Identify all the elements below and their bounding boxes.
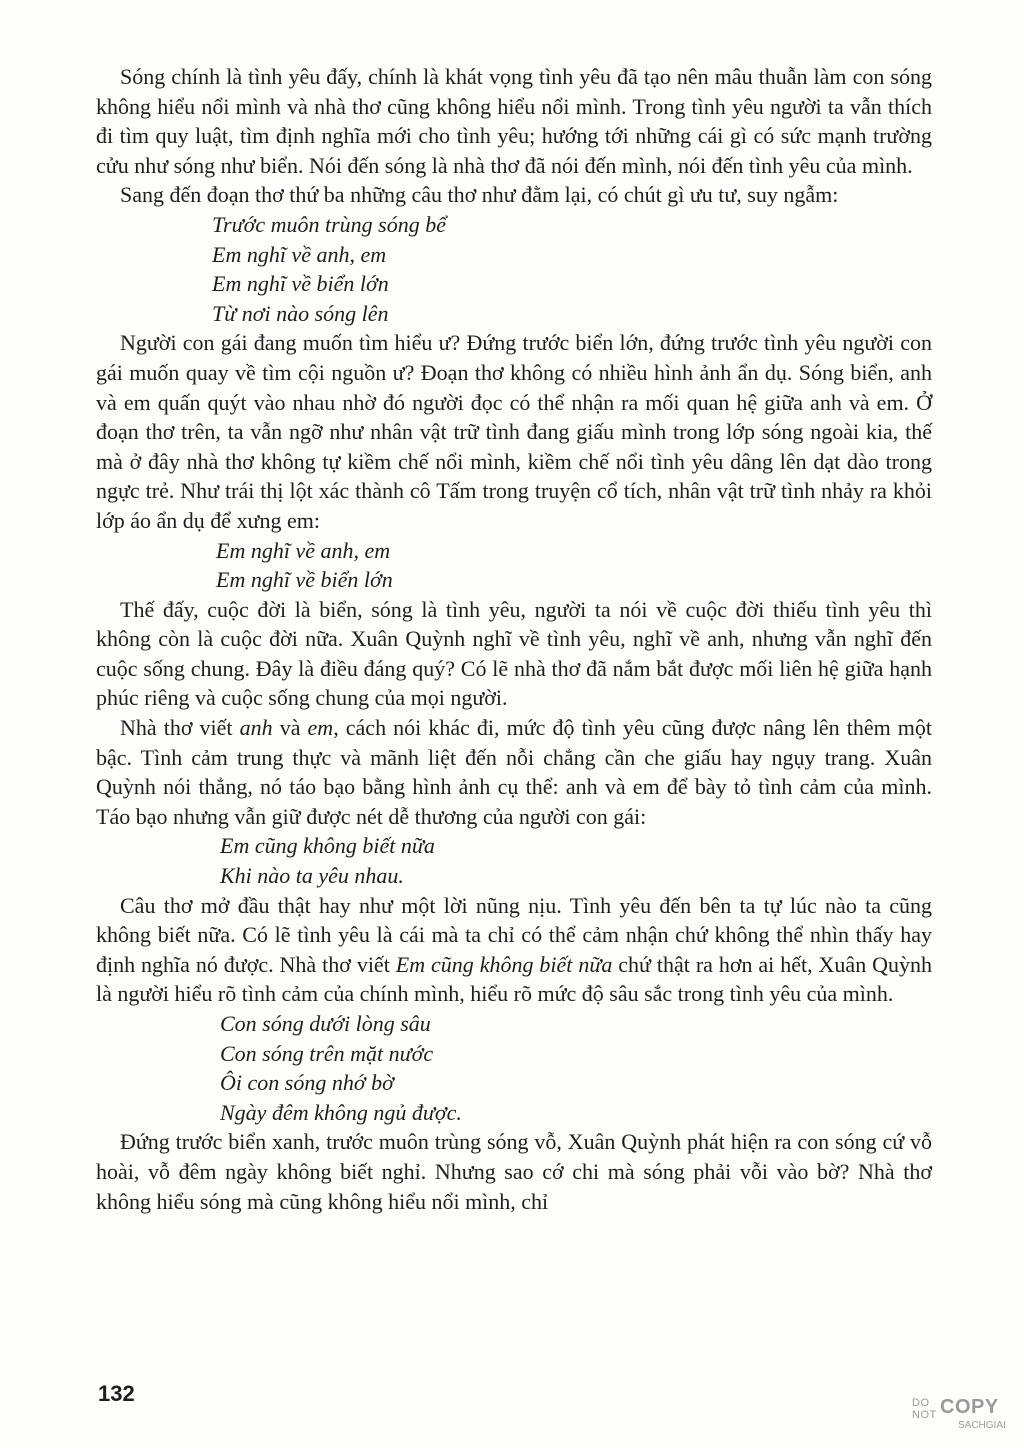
poem-stanza-1 (96, 210, 932, 328)
poem-line: Con sóng trên mặt nước (220, 1040, 434, 1066)
poem-line: Từ nơi nào sóng lên (212, 300, 389, 326)
watermark-do: DO (912, 1397, 930, 1409)
paragraph-5-text: và (272, 715, 308, 741)
poem-line: Em nghĩ về biển lớn (212, 271, 389, 297)
poem-line: Khi nào ta yêu nhau. (220, 863, 404, 889)
paragraph-3: Người con gái đang muốn tìm hiểu ư? Đứng trước biển lớn, đứng trước tình yêu người con gái muốn quay về tìm cội nguồn ư? Đoạn thơ không có nhiều hình ảnh ẩn dụ. Sóng biển, anh và em quấn quýt vào nhau nhờ đó người đọc có thể nhận ra mối quan hệ giữa anh và em. Ở đoạn thơ trên, ta vẫn ngỡ như nhân vật trữ tình đang giấu mình trong lớp sóng ngoài kia, thế mà ở đây nhà thơ không tự kiềm chế nổi mình, kiềm chế nổi tình yêu dâng lên dạt dào trong ngực trẻ. Như trái thị lột xác thành cô Tấm trong truyện cổ tích, nhân vật trữ tình nhảy ra khỏi lớp áo ẩn dụ để xưng em: (96, 330, 932, 533)
watermark-logo (910, 1394, 1014, 1440)
paragraph-6-text: Câu thơ mở đầu thật hay như một lời nũng nịu. Tình yêu đến bên ta tự lúc nào ta cũng không biết nữa. Có lẽ tình yêu là cái mà ta chỉ có thể cảm nhận chứ không thể nhìn thấy hay định nghĩa nó được. Nhà thơ viết (96, 892, 932, 977)
poem-line: Em nghĩ về anh, em (212, 241, 387, 267)
poem-line: Em nghĩ về anh, em (216, 537, 391, 563)
poem-stanza-2 (96, 536, 932, 595)
emphasis-anh: anh (239, 715, 273, 741)
emphasis-quote: Em cũng không biết nữa (395, 951, 613, 977)
watermark-sachgiai: SACHGIAI (958, 1420, 1006, 1431)
page-number: 132 (98, 1381, 135, 1406)
poem-line: Ôi con sóng nhớ bờ (220, 1070, 394, 1096)
paragraph-4: Thế đấy, cuộc đời là biển, sóng là tình yêu, người ta nói về cuộc đời thiếu tình yêu thì không còn là cuộc đời nữa. Xuân Quỳnh nghĩ về tình yêu, nghĩ về anh, nhưng vẫn nghĩ đến cuộc sống chung. Đây là điều đáng quý? Có lẽ nhà thơ đã nắm bắt được mối liên hệ giữa hạnh phúc riêng và cuộc sống chung của mọi người. (96, 596, 932, 711)
poem-stanza-4 (96, 1009, 932, 1127)
paragraph-5-text: , cách nói khác đi, mức độ tình yêu cũng được nâng lên thêm một bậc. Tình cảm trung thực và mãnh liệt đến nỗi chẳng cần che giấu hay ngụy trang. Xuân Quỳnh nói thẳng, nó táo bạo bằng hình ảnh cụ thể: anh và em để bày tỏ tình cảm của mình. Táo bạo nhưng vẫn giữ được nét dễ thương của người con gái: (96, 715, 933, 829)
poem-line: Em cũng không biết nữa (220, 833, 435, 859)
poem-line: Trước muôn trùng sóng bể (212, 211, 446, 237)
paragraph-5 (96, 713, 932, 831)
paragraph-6-text: chứ thật ra hơn ai hết, Xuân Quỳnh là người hiểu rõ tình cảm của chính mình, hiểu rõ mức độ sâu sắc trong tình yêu của mình. (96, 951, 933, 1007)
poem-stanza-3 (96, 831, 932, 890)
emphasis-em: em (307, 715, 334, 741)
paragraph-6 (96, 891, 932, 1009)
watermark-copy: COPY (940, 1396, 999, 1418)
paragraph-2: Sang đến đoạn thơ thứ ba những câu thơ như đằm lại, có chút gì ưu tư, suy ngẫm: (120, 182, 839, 208)
page-body (96, 62, 932, 1216)
watermark-not: NOT (912, 1409, 937, 1421)
paragraph-7: Đứng trước biển xanh, trước muôn trùng sóng vỗ, Xuân Quỳnh phát hiện ra con sóng cứ vỗ hoài, vỗ đêm ngày không biết nghỉ. Nhưng sao cớ chi mà sóng phải vỗi vào bờ? Nhà thơ không hiểu sóng mà cũng không hiểu nổi mình, chỉ (96, 1129, 932, 1214)
poem-line: Em nghĩ về biển lớn (216, 567, 393, 593)
paragraph-5-text: Nhà thơ viết (120, 715, 240, 741)
poem-line: Ngày đêm không ngủ được. (220, 1099, 462, 1125)
paragraph-1: Sóng chính là tình yêu đấy, chính là khát vọng tình yêu đã tạo nên mâu thuẫn làm con sóng không hiểu nổi mình và nhà thơ cũng không hiểu nổi mình. Trong tình yêu người ta vẫn thích đi tìm quy luật, tìm định nghĩa mới cho tình yêu; hướng tới những cái gì có sức mạnh trường cửu như sóng như biển. Nói đến sóng là nhà thơ đã nói đến mình, nói đến tình yêu của mình. (96, 64, 932, 178)
poem-line: Con sóng dưới lòng sâu (220, 1011, 431, 1036)
